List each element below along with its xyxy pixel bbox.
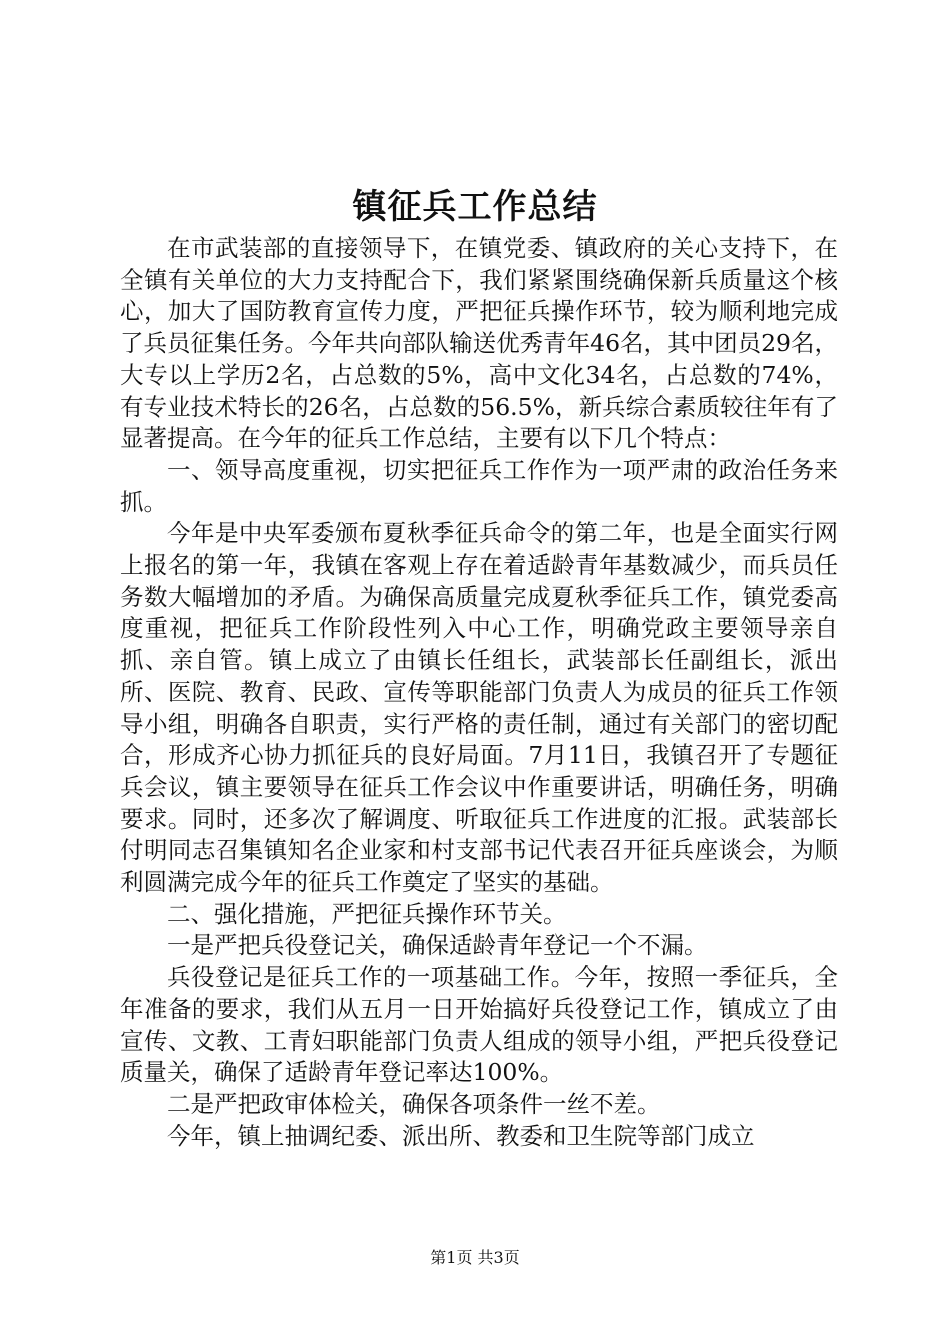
subsection-heading: 二是严把政审体检关，确保各项条件一丝不差。: [167, 1089, 661, 1118]
paragraph: 在市武装部的直接领导下，在镇党委、镇政府的关心支持下，在全镇有关单位的大力支持配合下，我们紧紧围绕确保新兵质量这个核心，加大了国防教育宣传力度，严把征兵操作环节，较为顺利地完成了兵员征集任务。今年共向部队输送优秀青年46名，其中团员29名，大专以上学历2名，占总数的5%，高中文化34名，占总数的74%，有专业技术特长的26名，占总数的56.5%，新兵综合素质较往年有了显著提高。在今年的征兵工作总结，主要有以下几个特点：: [120, 234, 838, 453]
paragraph: 今年是中央军委颁布夏秋季征兵命令的第二年，也是全面实行网上报名的第一年，我镇在客观上存在着适龄青年基数减少，而兵员任务数大幅增加的矛盾。为确保高质量完成夏秋季征兵工作，镇党委高度重视，把征兵工作阶段性列入中心工作，明确党政主要领导亲自抓、亲自管。镇上成立了由镇长任组长，武装部长任副组长，派出所、医院、教育、民政、宣传等职能部门负责人为成员的征兵工作领导小组，明确各自职责，实行严格的责任制，通过有关部门的密切配合，形成齐心协力抓征兵的良好局面。7月11日，我镇召开了专题征兵会议，镇主要领导在征兵工作会议中作重要讲话，明确任务，明确要求。同时，还多次了解调度、听取征兵工作进度的汇报。武装部长付明同志召集镇知名企业家和村支部书记代表召开征兵座谈会，为顺利圆满完成今年的征兵工作奠定了坚实的基础。: [120, 519, 838, 897]
paragraph: 今年，镇上抽调纪委、派出所、教委和卫生院等部门成立: [167, 1121, 755, 1150]
document-title: 镇征兵工作总结: [352, 187, 598, 227]
section-heading: 二、强化措施，严把征兵操作环节关。: [167, 899, 567, 928]
subsection-heading: 一是严把兵役登记关，确保适龄青年登记一个不漏。: [167, 931, 708, 960]
paragraph: 兵役登记是征兵工作的一项基础工作。今年，按照一季征兵，全年准备的要求，我们从五月一日开始搞好兵役登记工作，镇成立了由宣传、文教、工青妇职能部门负责人组成的领导小组，严把兵役登记质量关，确保了适龄青年登记率达100%。: [120, 963, 838, 1087]
section-heading: 一、领导高度重视，切实把征兵工作作为一项严肃的政治任务来抓。: [120, 455, 838, 516]
document-body: [120, 233, 838, 1152]
page-number-footer: 第1页 共3页: [430, 1248, 520, 1267]
